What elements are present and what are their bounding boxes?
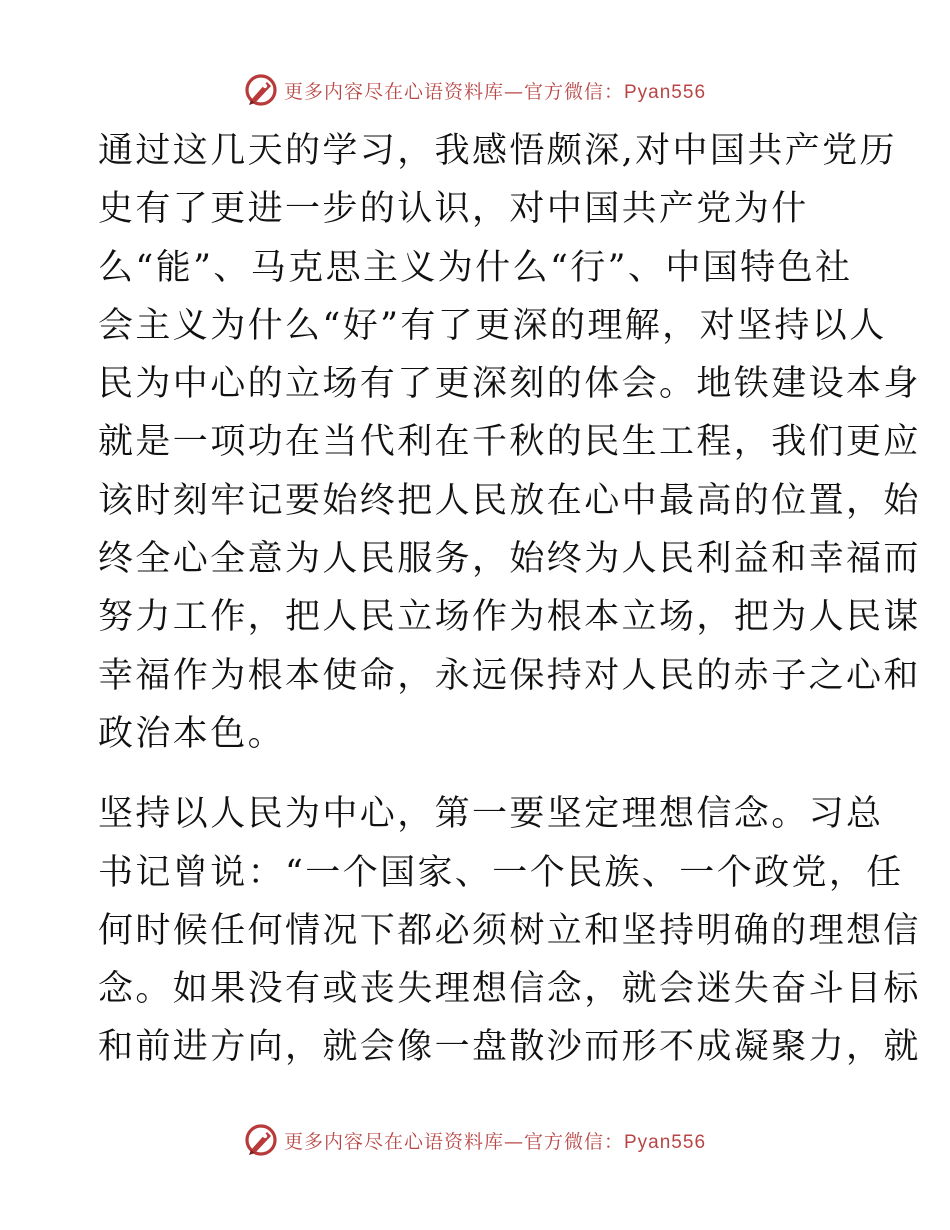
- paragraph-line: 会主义为什么“好”有了更深的理解，对坚持以人: [98, 305, 887, 346]
- footer-banner-text: [284, 1127, 706, 1154]
- paragraph-line: 念。如果没有或丧失理想信念，就会迷失奋斗目标: [98, 969, 921, 1010]
- paragraph-1: [98, 122, 921, 763]
- paragraph-line: 通过这几天的学习，我感悟颇深,对中国共产党历: [98, 131, 897, 171]
- paragraph-line: 坚持以人民为中心，第一要坚定理想信念。习总: [98, 794, 884, 835]
- paragraph-line: 幸福作为根本使命，永远保持对人民的赤子之心和: [98, 655, 921, 696]
- header-banner-text: [284, 77, 706, 104]
- header-banner: [0, 70, 950, 110]
- footer-banner-label: 更多内容尽在心语资料库—官方微信：: [283, 1130, 624, 1153]
- paragraph-line: 史有了更进一步的认识，对中国共产党为什: [98, 189, 809, 230]
- paragraph-2: [98, 785, 921, 1076]
- paragraph-line: 该时刻牢记要始终把人民放在心中最高的位置，始: [98, 480, 921, 521]
- footer-wechat-id: Pyan556: [624, 1131, 707, 1153]
- document-body: [98, 122, 921, 1077]
- paragraph-line: 就是一项功在当代利在千秋的民生工程，我们更应: [98, 422, 921, 463]
- paragraph-line: 民为中心的立场有了更深刻的体会。地铁建设本身: [98, 364, 921, 405]
- header-banner-label: 更多内容尽在心语资料库—官方微信：: [283, 80, 624, 103]
- paragraph-line: 书记曾说：“一个国家、一个民族、一个政党，任: [98, 852, 904, 893]
- footer-banner: [0, 1120, 950, 1160]
- paragraph-line: 何时候任何情况下都必须树立和坚持明确的理想信: [98, 910, 921, 951]
- paragraph-line: 和前进方向，就会像一盘散沙而形不成凝聚力，就: [98, 1027, 921, 1068]
- paragraph-line: 么“能”、马克思主义为什么“行”、中国特色社: [98, 247, 853, 288]
- paragraph-line: 努力工作，把人民立场作为根本立场，把为人民谋: [98, 597, 921, 638]
- paragraph-line: 政治本色。: [98, 713, 286, 754]
- pen-logo-icon: [244, 73, 278, 107]
- paragraph-line: 终全心全意为人民服务，始终为人民利益和幸福而: [98, 539, 921, 580]
- header-wechat-id: Pyan556: [624, 81, 707, 103]
- pen-logo-icon: [244, 1123, 278, 1157]
